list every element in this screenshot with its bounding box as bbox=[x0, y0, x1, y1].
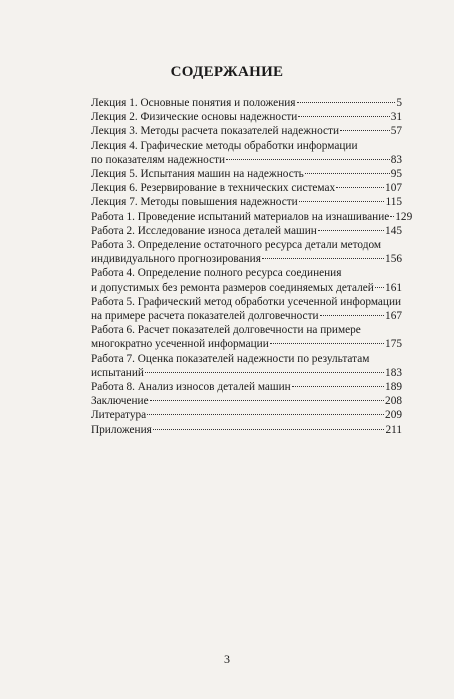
toc-entry-row bbox=[91, 110, 402, 124]
dot-leader bbox=[147, 414, 384, 415]
dot-leader bbox=[305, 173, 390, 174]
toc-entry-row bbox=[91, 281, 402, 295]
toc-entry bbox=[91, 266, 402, 294]
toc-entry bbox=[91, 181, 402, 195]
toc-entry-title-line: Лекция 3. Методы расчета показателей надежности bbox=[91, 125, 340, 138]
page-number: 3 bbox=[224, 652, 230, 666]
toc-entry bbox=[91, 124, 402, 138]
toc-entry-page: 161 bbox=[385, 281, 402, 294]
dot-leader bbox=[270, 343, 384, 344]
toc-entry-title-line: Работа 8. Анализ износов деталей машин bbox=[91, 381, 291, 394]
toc-entry-title-line: Работа 7. Оценка показателей надежности по результатам bbox=[91, 352, 370, 365]
dot-leader bbox=[292, 386, 384, 387]
toc-entry-page: 208 bbox=[385, 395, 402, 408]
toc-entry-title-line: многократно усеченной информации bbox=[91, 338, 269, 351]
toc-entry bbox=[91, 380, 402, 394]
dot-leader bbox=[150, 400, 384, 401]
table-of-contents bbox=[91, 96, 413, 437]
toc-entry-title-line: Литература bbox=[91, 409, 147, 422]
toc-entry-title-line: Работа 5. Графический метод обработки усеченной информации bbox=[91, 295, 402, 308]
dot-leader bbox=[298, 116, 389, 117]
toc-entry-row bbox=[91, 366, 402, 380]
toc-entry-title-line: индивидуального прогнозирования bbox=[91, 253, 261, 266]
toc-entry bbox=[91, 423, 402, 437]
toc-title: СОДЕРЖАНИЕ bbox=[170, 64, 284, 80]
toc-entry-title-line: на примере расчета показателей долговечности bbox=[91, 310, 319, 323]
toc-entry-page: 175 bbox=[385, 338, 402, 351]
toc-entry bbox=[91, 323, 402, 351]
dot-leader bbox=[299, 201, 385, 202]
dot-leader bbox=[153, 429, 385, 430]
dot-leader bbox=[340, 130, 390, 131]
dot-leader bbox=[375, 287, 384, 288]
toc-entry-page: 189 bbox=[385, 381, 402, 394]
toc-entry bbox=[91, 110, 402, 124]
toc-entry-page: 167 bbox=[385, 310, 402, 323]
toc-entry-page: 145 bbox=[385, 224, 402, 237]
toc-entry-row bbox=[91, 195, 402, 209]
toc-entry-title-line: Заключение bbox=[91, 395, 149, 408]
dot-leader bbox=[336, 187, 384, 188]
toc-entry bbox=[91, 238, 402, 266]
toc-entry bbox=[91, 210, 413, 224]
toc-entry-page: 156 bbox=[385, 253, 402, 266]
toc-entry-row bbox=[91, 394, 402, 408]
toc-entry-row bbox=[91, 309, 402, 323]
toc-entry-page: 211 bbox=[385, 423, 402, 436]
toc-entry-row bbox=[91, 380, 402, 394]
toc-entry-row bbox=[91, 96, 402, 110]
dot-leader bbox=[320, 315, 384, 316]
toc-entry-title-line: Работа 1. Проведение испытаний материалов на изнашивание bbox=[91, 210, 390, 223]
toc-entry-page: 183 bbox=[385, 366, 402, 379]
toc-entry-title-line: Работа 6. Расчет показателей долговечности на примере bbox=[91, 324, 361, 337]
dot-leader bbox=[297, 102, 396, 103]
toc-entry-page: 57 bbox=[390, 125, 402, 138]
toc-entry-row bbox=[91, 337, 402, 351]
toc-entry-title-line: Лекция 4. Графические методы обработки информации bbox=[91, 139, 358, 152]
toc-entry bbox=[91, 408, 402, 422]
toc-entry-title-line: испытаний bbox=[91, 366, 144, 379]
toc-entry-title-line: Лекция 6. Резервирование в технических системах bbox=[91, 182, 336, 195]
toc-entry bbox=[91, 394, 402, 408]
toc-entry-title-line: Лекция 7. Методы повышения надежности bbox=[91, 196, 298, 209]
toc-entry-page: 31 bbox=[390, 111, 402, 124]
toc-entry-row bbox=[91, 124, 402, 138]
toc-entry bbox=[91, 167, 402, 181]
toc-entry-title-line: Приложения bbox=[91, 423, 152, 436]
toc-entry-title-line: Работа 4. Определение полного ресурса соединения bbox=[91, 267, 342, 280]
toc-entry bbox=[91, 195, 402, 209]
toc-entry-page: 209 bbox=[385, 409, 402, 422]
toc-entry-row bbox=[91, 153, 402, 167]
dot-leader bbox=[262, 258, 384, 259]
toc-entry-page: 129 bbox=[395, 210, 413, 223]
toc-entry-row bbox=[91, 210, 413, 224]
toc-entry-row bbox=[91, 181, 402, 195]
dot-leader bbox=[318, 230, 384, 231]
toc-entry-title-line: Лекция 5. Испытания машин на надежность bbox=[91, 168, 304, 181]
toc-entry-page: 95 bbox=[390, 168, 402, 181]
toc-entry-title-line: и допустимых без ремонта размеров соединяемых деталей bbox=[91, 281, 374, 294]
toc-entry bbox=[91, 139, 402, 167]
toc-entry-row bbox=[91, 167, 402, 181]
toc-entry-row bbox=[91, 408, 402, 422]
toc-entry-row bbox=[91, 423, 402, 437]
toc-entry-page: 107 bbox=[385, 182, 402, 195]
dot-leader bbox=[390, 216, 394, 217]
toc-entry-row bbox=[91, 224, 402, 238]
toc-entry-title-line: Лекция 2. Физические основы надежности bbox=[91, 111, 298, 124]
toc-entry-row bbox=[91, 252, 402, 266]
toc-entry-title-line: Лекция 1. Основные понятия и положения bbox=[91, 97, 296, 109]
toc-entry-page: 5 bbox=[396, 97, 402, 109]
toc-entry bbox=[91, 295, 402, 323]
toc-entry-title-line: Работа 3. Определение остаточного ресурса детали методом bbox=[91, 239, 382, 252]
toc-entry bbox=[91, 224, 402, 238]
dot-leader bbox=[145, 372, 384, 373]
toc-entry-page: 83 bbox=[390, 153, 402, 166]
toc-entry bbox=[91, 352, 402, 380]
toc-entry-page: 115 bbox=[385, 196, 402, 209]
dot-leader bbox=[226, 159, 390, 160]
toc-entry-title-line: по показателям надежности bbox=[91, 153, 226, 166]
toc-entry bbox=[91, 96, 402, 110]
toc-entry-title-line: Работа 2. Исследование износа деталей машин bbox=[91, 224, 317, 237]
